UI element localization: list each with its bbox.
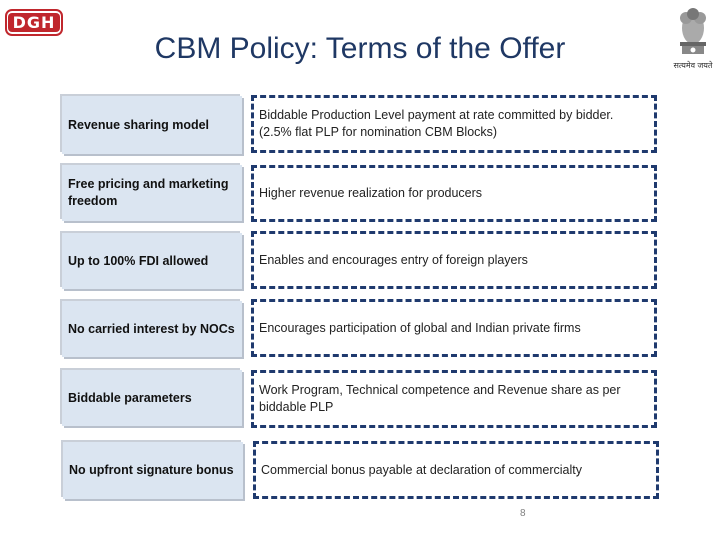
term-label: Up to 100% FDI allowed	[68, 253, 209, 268]
term-box-biddable-parameters	[62, 370, 242, 426]
term-box-signature-bonus	[63, 442, 243, 499]
emblem-caption: सत्यमेव जयते	[673, 61, 713, 70]
detail-box-free-pricing	[251, 165, 657, 222]
dgh-logo-text: DGH	[8, 13, 61, 32]
detail-text: Biddable Production Level payment at rate committed by bidder. (2.5% flat PLP for nomination CBM Blocks)	[259, 108, 614, 139]
detail-text: Commercial bonus payable at declaration of commercialty	[261, 462, 582, 477]
term-box-carried-interest	[62, 301, 242, 357]
term-label: Revenue sharing model	[68, 117, 210, 132]
detail-box-carried-interest	[251, 299, 657, 357]
detail-text: Enables and encourages entry of foreign players	[259, 252, 528, 267]
term-box-fdi	[62, 233, 242, 289]
page-number: 8	[520, 508, 526, 519]
term-label: Biddable parameters	[68, 390, 192, 405]
detail-box-biddable-parameters	[251, 370, 657, 428]
detail-box-fdi	[251, 231, 657, 289]
detail-text: Encourages participation of global and Indian private firms	[259, 320, 581, 335]
detail-box-signature-bonus	[253, 441, 659, 499]
detail-text: Work Program, Technical competence and Revenue share as per biddable PLP	[259, 383, 621, 414]
term-box-revenue-sharing	[62, 96, 242, 154]
term-box-free-pricing	[62, 165, 242, 221]
term-label: Free pricing and marketing freedom	[68, 177, 229, 208]
detail-box-revenue-sharing	[251, 95, 657, 153]
term-label: No carried interest by NOCs	[68, 321, 235, 336]
detail-text: Higher revenue realization for producers	[259, 186, 483, 200]
term-label: No upfront signature bonus	[69, 463, 234, 477]
page-title: CBM Policy: Terms of the Offer	[154, 32, 566, 65]
